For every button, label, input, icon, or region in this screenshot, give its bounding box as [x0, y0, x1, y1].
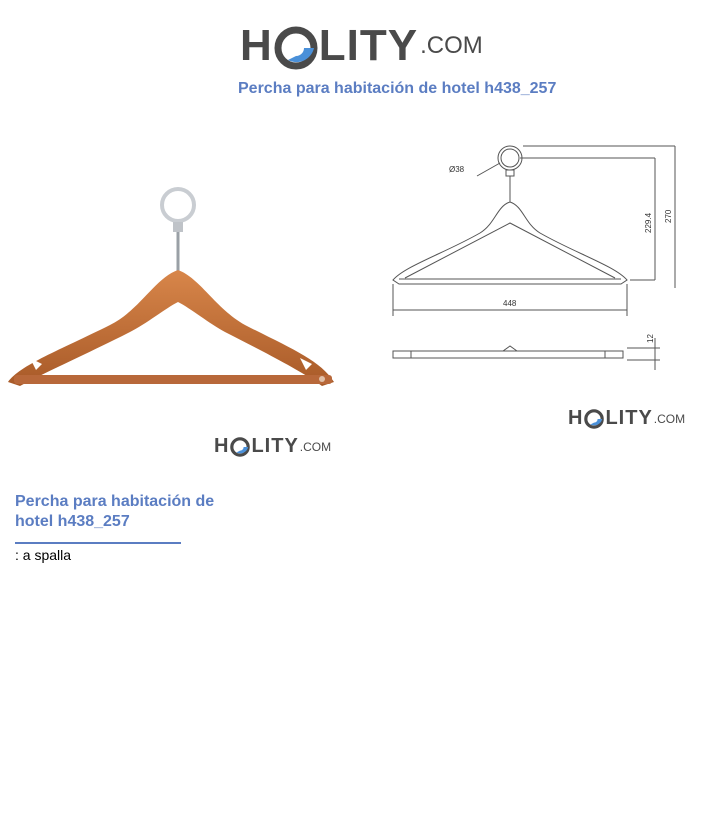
logo-suffix: .COM — [299, 440, 332, 454]
hanger-body — [8, 270, 334, 386]
logo-suffix: .COM — [653, 412, 686, 426]
hanger-clip — [173, 222, 183, 232]
dim-ring-diameter: Ø38 — [449, 165, 465, 174]
dim-thickness: 12 — [646, 334, 655, 343]
drawing-hanger-outline — [393, 202, 627, 284]
hanger-photo — [0, 150, 350, 400]
logo-letters-left: H — [214, 435, 230, 457]
dim-width: 448 — [503, 299, 517, 308]
logo-letters-left: H — [240, 21, 273, 70]
holity-logo-drawing[interactable] — [568, 404, 685, 428]
holity-logo-top[interactable] — [240, 12, 483, 68]
hanger-bar-end — [319, 376, 325, 382]
product-spec: : a spalla — [15, 547, 72, 563]
drawing-top-view — [393, 351, 623, 358]
heading-divider — [15, 542, 181, 544]
hanger-ring — [162, 189, 194, 221]
logo-letters-right: LITY — [318, 21, 419, 70]
dim-body-height: 229.4 — [644, 212, 653, 233]
product-heading: Percha para habitación de hotel h438_257 — [15, 493, 215, 530]
dim-total-height: 270 — [664, 209, 673, 223]
hanger-bar — [14, 375, 332, 384]
drawing-ring — [498, 146, 522, 170]
page-title: Percha para habitación de hotel h438_257 — [238, 80, 557, 97]
logo-suffix: .COM — [420, 32, 483, 59]
logo-letters-right: LITY — [605, 407, 653, 429]
holity-logo-photo[interactable] — [214, 432, 331, 456]
logo-o-icon — [274, 26, 318, 70]
logo-o-icon — [584, 409, 604, 429]
logo-letters-right: LITY — [251, 435, 299, 457]
logo-o-icon — [230, 437, 250, 457]
hanger-technical-drawing — [385, 138, 685, 378]
logo-letters-left: H — [568, 407, 584, 429]
